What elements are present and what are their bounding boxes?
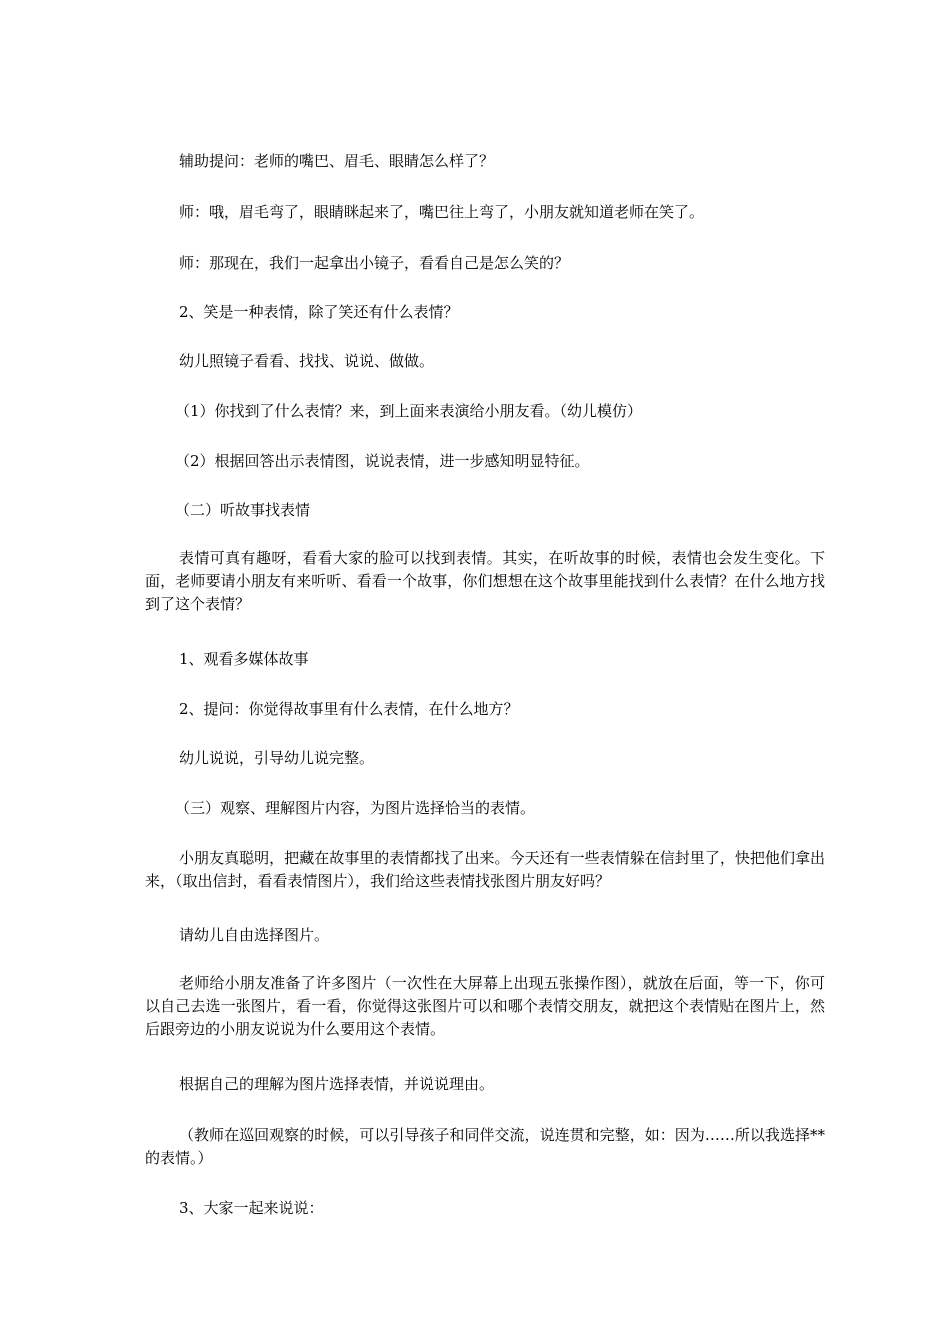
paragraph: 表情可真有趣呀，看看大家的脸可以找到表情。其实，在听故事的时候，表情也会发生变化。下面，老师要请小朋友有来听听、看看一个故事，你们想想在这个故事里能找到什么表情？在什么地方找到了这个表情？ xyxy=(145,549,825,613)
paragraph: （1）你找到了什么表情？来，到上面来表演给小朋友看。（幼儿模仿） xyxy=(175,402,643,420)
paragraph: 2、笑是一种表情，除了笑还有什么表情？ xyxy=(179,303,459,321)
paragraph: 根据自己的理解为图片选择表情，并说说理由。 xyxy=(179,1075,495,1093)
paragraph: 师：那现在，我们一起拿出小镜子，看看自己是怎么笑的？ xyxy=(179,254,570,272)
section-heading: （二）听故事找表情 xyxy=(175,501,311,519)
paragraph: （教师在巡回观察的时候，可以引导孩子和同伴交流，说连贯和完整，如：因为……所以我选择**的表情。） xyxy=(145,1126,825,1167)
paragraph: 辅助提问：老师的嘴巴、眉毛、眼睛怎么样了？ xyxy=(179,152,495,170)
paragraph: （2）根据回答出示表情图，说说表情，进一步感知明显特征。 xyxy=(175,452,590,470)
paragraph: 幼儿说说，引导幼儿说完整。 xyxy=(179,749,375,767)
paragraph: 3、大家一起来说说： xyxy=(179,1199,324,1217)
paragraph: 1、观看多媒体故事 xyxy=(179,650,309,668)
paragraph: 幼儿照镜子看看、找找、说说、做做。 xyxy=(179,352,435,370)
paragraph: 请幼儿自由选择图片。 xyxy=(179,926,330,944)
section-heading: （三）观察、理解图片内容，为图片选择恰当的表情。 xyxy=(175,799,536,817)
paragraph: 2、提问：你觉得故事里有什么表情，在什么地方？ xyxy=(179,700,519,718)
paragraph: 师：哦，眉毛弯了，眼睛眯起来了，嘴巴往上弯了，小朋友就知道老师在笑了。 xyxy=(179,203,705,221)
paragraph: 老师给小朋友准备了许多图片（一次性在大屏幕上出现五张操作图），就放在后面，等一下，你可以自己去选一张图片，看一看，你觉得这张图片可以和哪个表情交朋友，就把这个表情贴在图片上，然后跟旁边的小朋友说说为什么要用这个表情。 xyxy=(145,974,825,1038)
paragraph: 小朋友真聪明，把藏在故事里的表情都找了出来。今天还有一些表情躲在信封里了，快把他们拿出来，（取出信封，看看表情图片），我们给这些表情找张图片朋友好吗？ xyxy=(145,849,825,890)
